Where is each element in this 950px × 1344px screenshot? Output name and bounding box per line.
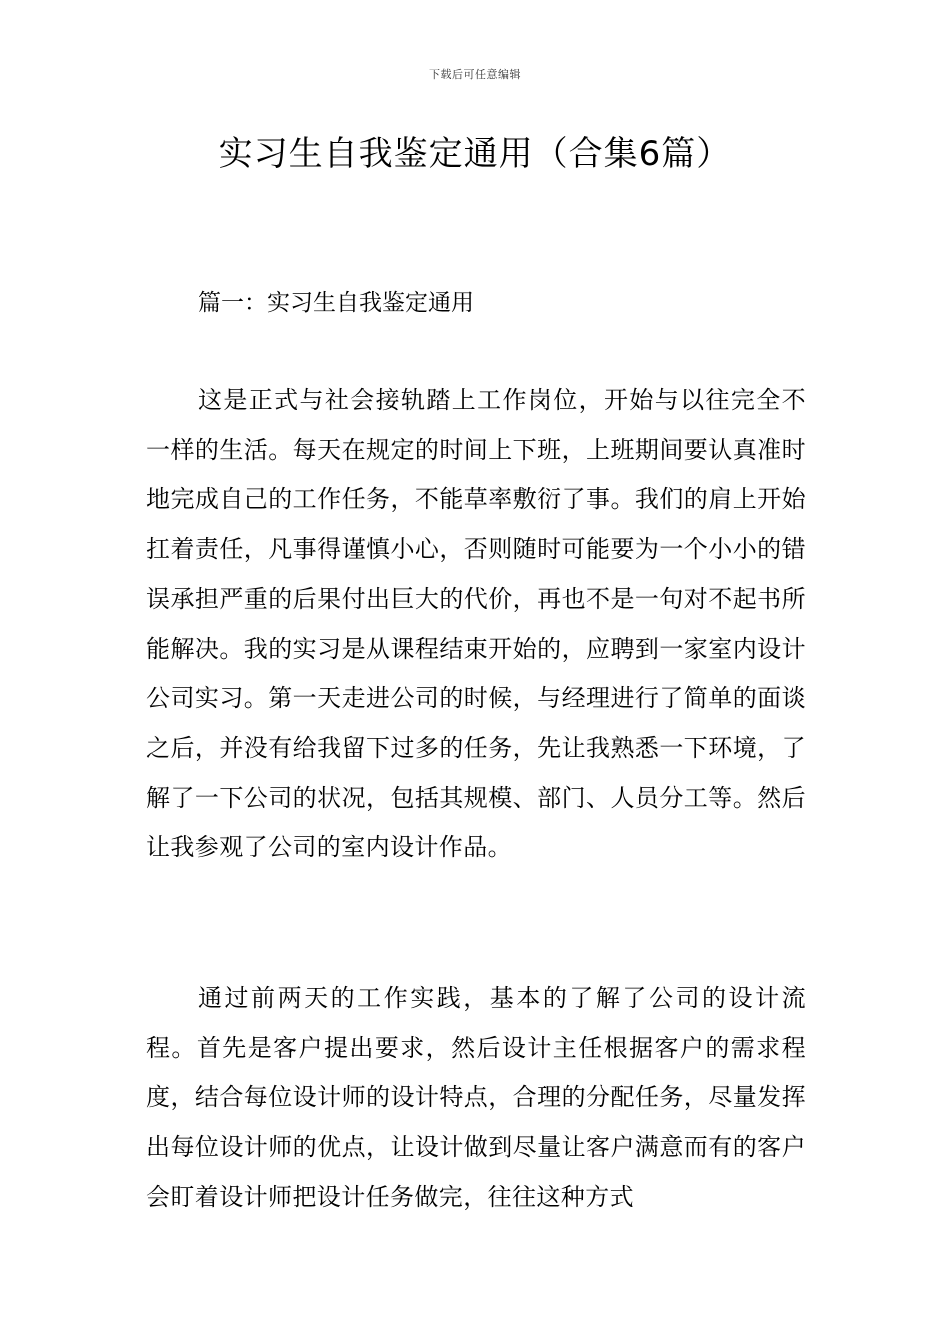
body-paragraph-2: 通过前两天的工作实践，基本的了解了公司的设计流程。首先是客户提出要求，然后设计主任根据客户的需求程度，结合每位设计师的设计特点，合理的分配任务，尽量发挥出每位设计师的优点，让设计做到尽量让客户满意而有的客户会盯着设计师把设计任务做完，往往这种方式 [146, 984, 806, 1211]
header-note: 下载后可任意编辑 [429, 68, 521, 81]
body-paragraph-1: 这是正式与社会接轨踏上工作岗位，开始与以往完全不一样的生活。每天在规定的时间上下班，上班期间要认真准时地完成自己的工作任务，不能草率敷衍了事。我们的肩上开始扛着责任，凡事得谨慎小心，否则随时可能要为一个小小的错误承担严重的后果付出巨大的代价，再也不是一句对不起书所能解决。我的实习是从课程结束开始的，应聘到一家室内设计公司实习。第一天走进公司的时候，与经理进行了简单的面谈之后，并没有给我留下过多的任务，先让我熟悉一下环境，了解了一下公司的状况，包括其规模、部门、人员分工等。然后让我参观了公司的室内设计作品。 [146, 386, 806, 862]
document-title: 实习生自我鉴定通用（合集6篇） [218, 134, 732, 174]
section-heading: 篇一：实习生自我鉴定通用 [198, 290, 474, 316]
